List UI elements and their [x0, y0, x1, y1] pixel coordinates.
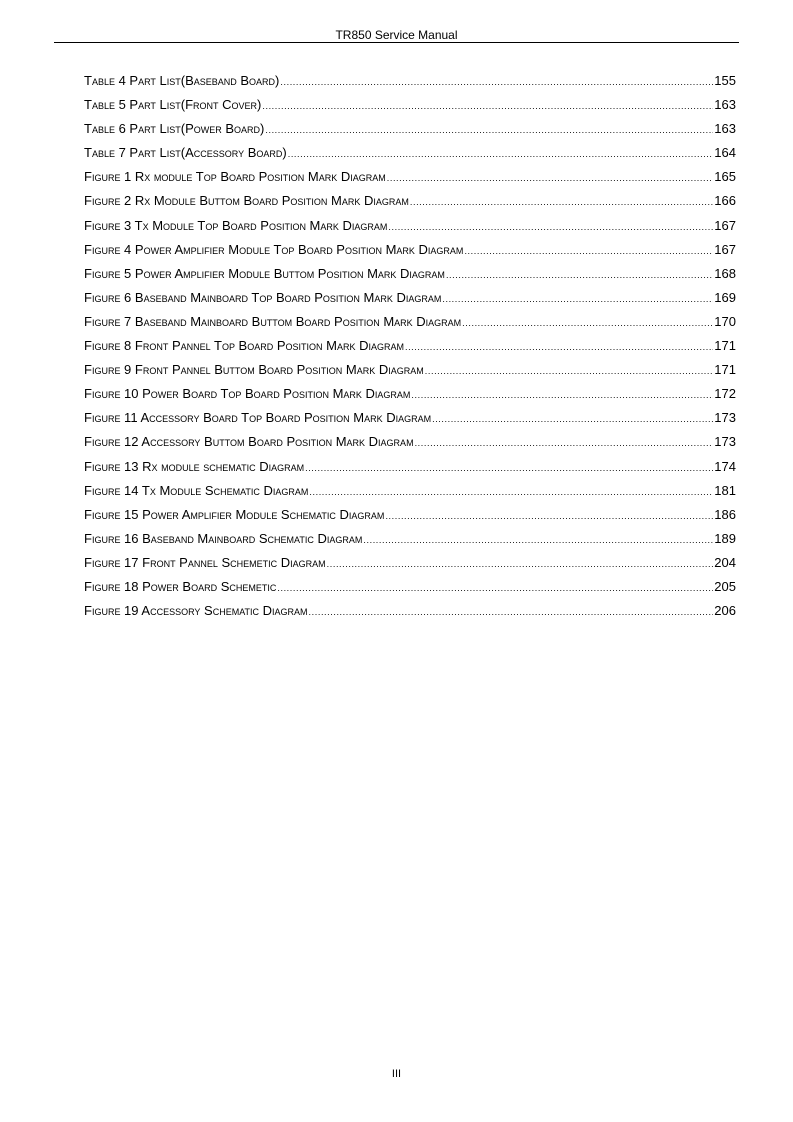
- toc-entry[interactable]: [84, 483, 736, 507]
- toc-leader-dots: [462, 315, 713, 331]
- toc-leader-dots: [405, 339, 713, 355]
- toc-entry-label: Figure 4 Power Amplifier Module Top Board Position Mark Diagram: [84, 241, 464, 257]
- toc-leader-dots: [387, 170, 714, 186]
- toc-entry[interactable]: [84, 362, 736, 386]
- toc-leader-dots: [305, 460, 713, 476]
- toc-entry[interactable]: [84, 507, 736, 531]
- toc-entry[interactable]: [84, 169, 736, 193]
- toc-entry[interactable]: [84, 531, 736, 555]
- toc-entry-label: Figure 11 Accessory Board Top Board Position Mark Diagram: [84, 410, 432, 426]
- toc-entry[interactable]: [84, 555, 736, 579]
- toc-entry-page: 204: [714, 554, 736, 570]
- toc-entry-label: Figure 16 Baseband Mainboard Schematic Diagram: [84, 530, 363, 546]
- toc-entry-label: Figure 9 Front Pannel Buttom Board Position Mark Diagram: [84, 362, 424, 378]
- toc-entry[interactable]: [84, 73, 736, 97]
- toc-leader-dots: [464, 243, 713, 259]
- toc-entry[interactable]: [84, 218, 736, 242]
- toc-entry-page: 205: [714, 578, 736, 594]
- toc-entry-page: 173: [714, 410, 736, 426]
- toc-entry[interactable]: [84, 121, 736, 145]
- toc-entry[interactable]: [84, 338, 736, 362]
- table-of-contents-list: [84, 73, 736, 627]
- toc-entry[interactable]: [84, 434, 736, 458]
- toc-leader-dots: [415, 435, 714, 451]
- toc-entry[interactable]: [84, 266, 736, 290]
- toc-entry-page: 181: [714, 482, 736, 498]
- toc-entry-page: 170: [714, 313, 736, 329]
- toc-entry-page: 167: [714, 241, 736, 257]
- page-header-title: TR850 Service Manual: [335, 28, 458, 42]
- toc-entry[interactable]: [84, 314, 736, 338]
- toc-leader-dots: [442, 291, 713, 307]
- toc-leader-dots: [327, 556, 714, 572]
- toc-entry-label: Figure 2 Rx Module Buttom Board Position Mark Diagram: [84, 193, 409, 209]
- toc-leader-dots: [309, 484, 713, 500]
- toc-entry-label: Figure 14 Tx Module Schematic Diagram: [84, 482, 309, 498]
- toc-leader-dots: [411, 387, 713, 403]
- toc-entry-page: 155: [714, 73, 736, 88]
- toc-entry-page: 169: [714, 289, 736, 305]
- toc-entry-page: 172: [714, 386, 736, 402]
- toc-leader-dots: [410, 194, 713, 210]
- toc-leader-dots: [288, 146, 714, 162]
- toc-leader-dots: [385, 508, 713, 524]
- toc-entry-label: Figure 19 Accessory Schematic Diagram: [84, 603, 308, 619]
- toc-entry[interactable]: [84, 97, 736, 121]
- toc-entry-label: Figure 13 Rx module schematic Diagram: [84, 458, 305, 474]
- header-divider: [54, 42, 739, 43]
- toc-entry-page: 171: [714, 362, 736, 378]
- toc-entry[interactable]: [84, 145, 736, 169]
- toc-entry-page: 186: [714, 506, 736, 522]
- toc-entry-page: 163: [714, 97, 736, 113]
- toc-entry[interactable]: [84, 603, 736, 627]
- toc-entry-page: 166: [714, 193, 736, 209]
- toc-entry[interactable]: [84, 410, 736, 434]
- toc-entry-label: Figure 18 Power Board Schemetic: [84, 578, 277, 594]
- toc-entry-label: Figure 5 Power Amplifier Module Buttom Position Mark Diagram: [84, 265, 445, 281]
- toc-entry[interactable]: [84, 242, 736, 266]
- toc-entry-label: Figure 15 Power Amplifier Module Schematic Diagram: [84, 506, 385, 522]
- toc-entry-page: 174: [714, 458, 736, 474]
- toc-entry-page: 189: [714, 530, 736, 546]
- toc-entry-label: Table 4 Part List(Baseband Board): [84, 73, 280, 88]
- toc-entry-label: Figure 1 Rx module Top Board Position Mark Diagram: [84, 169, 386, 185]
- toc-entry-label: Figure 12 Accessory Buttom Board Position Mark Diagram: [84, 434, 414, 450]
- toc-leader-dots: [446, 267, 713, 283]
- toc-entry-page: 168: [714, 265, 736, 281]
- toc-entry-label: Figure 17 Front Pannel Schemetic Diagram: [84, 554, 326, 570]
- page-number: III: [391, 1068, 402, 1080]
- toc-entry-page: 167: [714, 217, 736, 233]
- toc-entry[interactable]: [84, 193, 736, 217]
- toc-leader-dots: [388, 219, 713, 235]
- toc-entry[interactable]: [84, 579, 736, 603]
- toc-leader-dots: [265, 122, 713, 138]
- toc-entry-label: Figure 10 Power Board Top Board Position Mark Diagram: [84, 386, 411, 402]
- toc-entry-page: 164: [714, 145, 736, 161]
- toc-entry-label: Figure 6 Baseband Mainboard Top Board Position Mark Diagram: [84, 289, 442, 305]
- toc-entry-label: Figure 7 Baseband Mainboard Buttom Board Position Mark Diagram: [84, 313, 462, 329]
- toc-leader-dots: [262, 98, 713, 114]
- toc-entry[interactable]: [84, 386, 736, 410]
- toc-leader-dots: [432, 411, 713, 427]
- toc-entry-label: Figure 8 Front Pannel Top Board Position Mark Diagram: [84, 338, 404, 354]
- toc-entry-page: 163: [714, 121, 736, 137]
- toc-entry-label: Table 5 Part List(Front Cover): [84, 97, 262, 113]
- toc-entry-label: Table 7 Part List(Accessory Board): [84, 145, 287, 161]
- toc-entry-page: 165: [714, 169, 736, 185]
- toc-entry-page: 206: [714, 603, 736, 619]
- toc-leader-dots: [309, 604, 714, 620]
- toc-entry[interactable]: [84, 459, 736, 483]
- toc-leader-dots: [280, 74, 713, 90]
- toc-entry-label: Table 6 Part List(Power Board): [84, 121, 265, 137]
- toc-leader-dots: [277, 580, 713, 596]
- toc-entry-page: 173: [714, 434, 736, 450]
- toc-entry-page: 171: [714, 338, 736, 354]
- toc-entry-label: Figure 3 Tx Module Top Board Position Mark Diagram: [84, 217, 388, 233]
- toc-leader-dots: [425, 363, 714, 379]
- toc-entry[interactable]: [84, 290, 736, 314]
- toc-leader-dots: [363, 532, 713, 548]
